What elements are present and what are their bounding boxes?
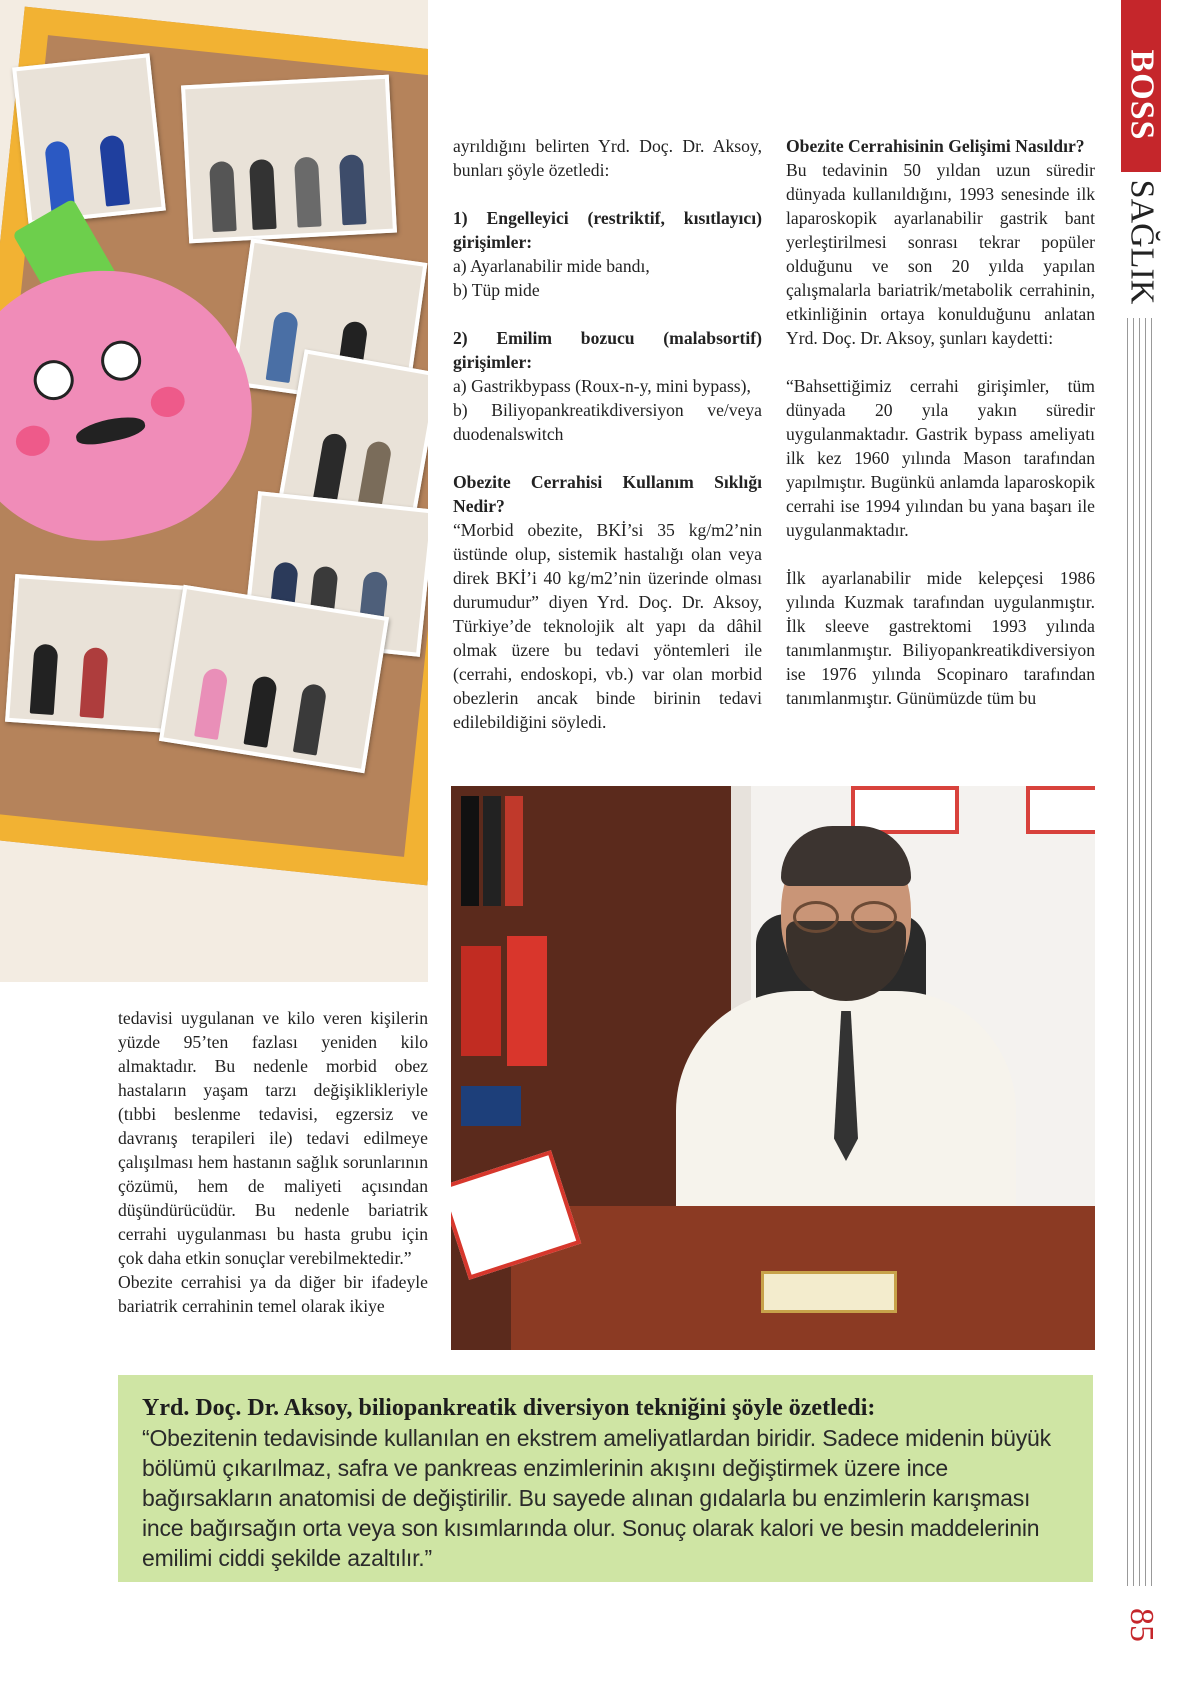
paragraph: ayrıldığını belirten Yrd. Doç. Dr. Aksoy, bunları şöyle özetledi: <box>453 136 762 180</box>
callout-body: “Obezitenin tedavisinde kullanılan en ekstrem ameliyatlardan biridir. Sadece midenin büyük bölümü çıkarılmaz, safra ve pankreas enzimlerinin akışını değiştirmek üzere ince bağırsakların anatomisi de değiştirilir. Bu sayede alınan gıdalarla bu enzimlerin karışması ince bağırsağın orta veya son kısımlarında olur. Sonuç olarak kalori ve besin maddelerinin emilimi ciddi şekilde azaltılır.” <box>142 1425 1051 1571</box>
paragraph: İlk ayarlanabilir mide kelepçesi 1986 yılında Kuzmak tarafından uygulanmıştır. İlk sleeve gastrektomi 1993 yılında tanımlanmıştır. Biliyopankreatikdiversiyon ise 1976 yılında Scopinaro tarafından tanımlanmıştır. Günümüzde tüm bu <box>786 568 1095 708</box>
patient-photo <box>12 53 166 225</box>
callout-lead: Yrd. Doç. Dr. Aksoy, biliopankreatik diversiyon tekniğini şöyle özetledi: <box>142 1395 876 1421</box>
photo-cork-board <box>0 0 428 982</box>
side-rules <box>1121 318 1161 1586</box>
paragraph: “Morbid obezite, BKİ’si 35 kg/m2’nin üstünde olup, sistemik hastalığı olan veya direk BKİ’i 40 kg/m2’nin üzerinde olması durumudur” diyen Yrd. Doç. Dr. Aksoy, Türkiye’de teknolojik alt yapı da dâhil olmak üzere bu tedavi yöntemleri ile (cerrahi, endoskopi, vb.) var olan morbid obezlerin ancak binde birinin tedavi edilebildiğini söyledi. <box>453 520 762 732</box>
quote-callout <box>118 1375 1093 1582</box>
subheading: 2) Emilim bozucu (malabsortif) girişimler: <box>453 328 762 372</box>
subheading: Obezite Cerrahisinin Gelişimi Nasıldır? <box>786 136 1085 156</box>
list-item: a) Ayarlanabilir mide bandı, <box>453 256 650 276</box>
brand-label: BOSS <box>1123 49 1161 141</box>
page-number: 85 <box>1123 1608 1160 1642</box>
list-item: a) Gastrikbypass (Roux-n-y, mini bypass), <box>453 376 751 396</box>
list-item: b) Biliyopankreatikdiversiyon ve/veya duodenalswitch <box>453 400 762 444</box>
text-column-3 <box>118 1006 428 1318</box>
patient-photo <box>159 585 389 774</box>
subheading: Obezite Cerrahisi Kullanım Sıklığı Nedir? <box>453 472 762 516</box>
text-column-1 <box>453 134 762 734</box>
paragraph: “Bahsettiğimiz cerrahi girişimler, tüm dünyada 20 yıla yakın süredir uygulanmaktadır. Gastrik bypass ameliyatı ilk kez 1960 yılında Mason tarafından yapılmıştır. Bugünkü anlamda laparoskopik cerrahi ise 1994 yılından bu yana başarı ile uygulanmaktadır. <box>786 376 1095 540</box>
doctor-photo <box>451 786 1095 1350</box>
paragraph: Obezite cerrahisi ya da diğer bir ifadeyle bariatrik cerrahinin temel olarak ikiye <box>118 1272 428 1316</box>
list-item: b) Tüp mide <box>453 280 540 300</box>
paragraph: Bu tedavinin 50 yıldan uzun süredir dünyada kullanıldığını, 1993 senesinde ilk laparoskopik ayarlanabilir gastrik bant yerleştirilmesi sonrası tekrar popüler olduğunu ve son 20 yılda yapılan çalışmalarla bariatrik/metabolik cerrahinin, etkinliğinin ortaya konulduğunu anlatan Yrd. Doç. Dr. Aksoy, şunları kaydetti: <box>786 160 1095 348</box>
section-label: SAĞLIK <box>1123 179 1161 305</box>
text-column-2 <box>786 134 1095 710</box>
paragraph: tedavisi uygulanan ve kilo veren kişilerin yüzde 95’ten fazlası yeniden kilo almaktadır. Bu nedenle morbid obez hastaların yaşam tarzı değişiklikleriyle (tıbbi beslenme tedavisi, egzersiz ve davranış terapileri ile) tedavi edilmeye çalışılması hem hastanın sağlık sorunlarının çözümü, hem de maliyeti açısından düşündürücüdür. Bu nedenle bariatrik cerrahi uygulanması bu hasta grubu için çok daha etkin sonuçlar verebilmektedir.” <box>118 1008 428 1268</box>
subheading: 1) Engelleyici (restriktif, kısıtlayıcı) girişimler: <box>453 208 762 252</box>
name-plate <box>761 1271 897 1313</box>
patient-photo <box>181 75 397 244</box>
